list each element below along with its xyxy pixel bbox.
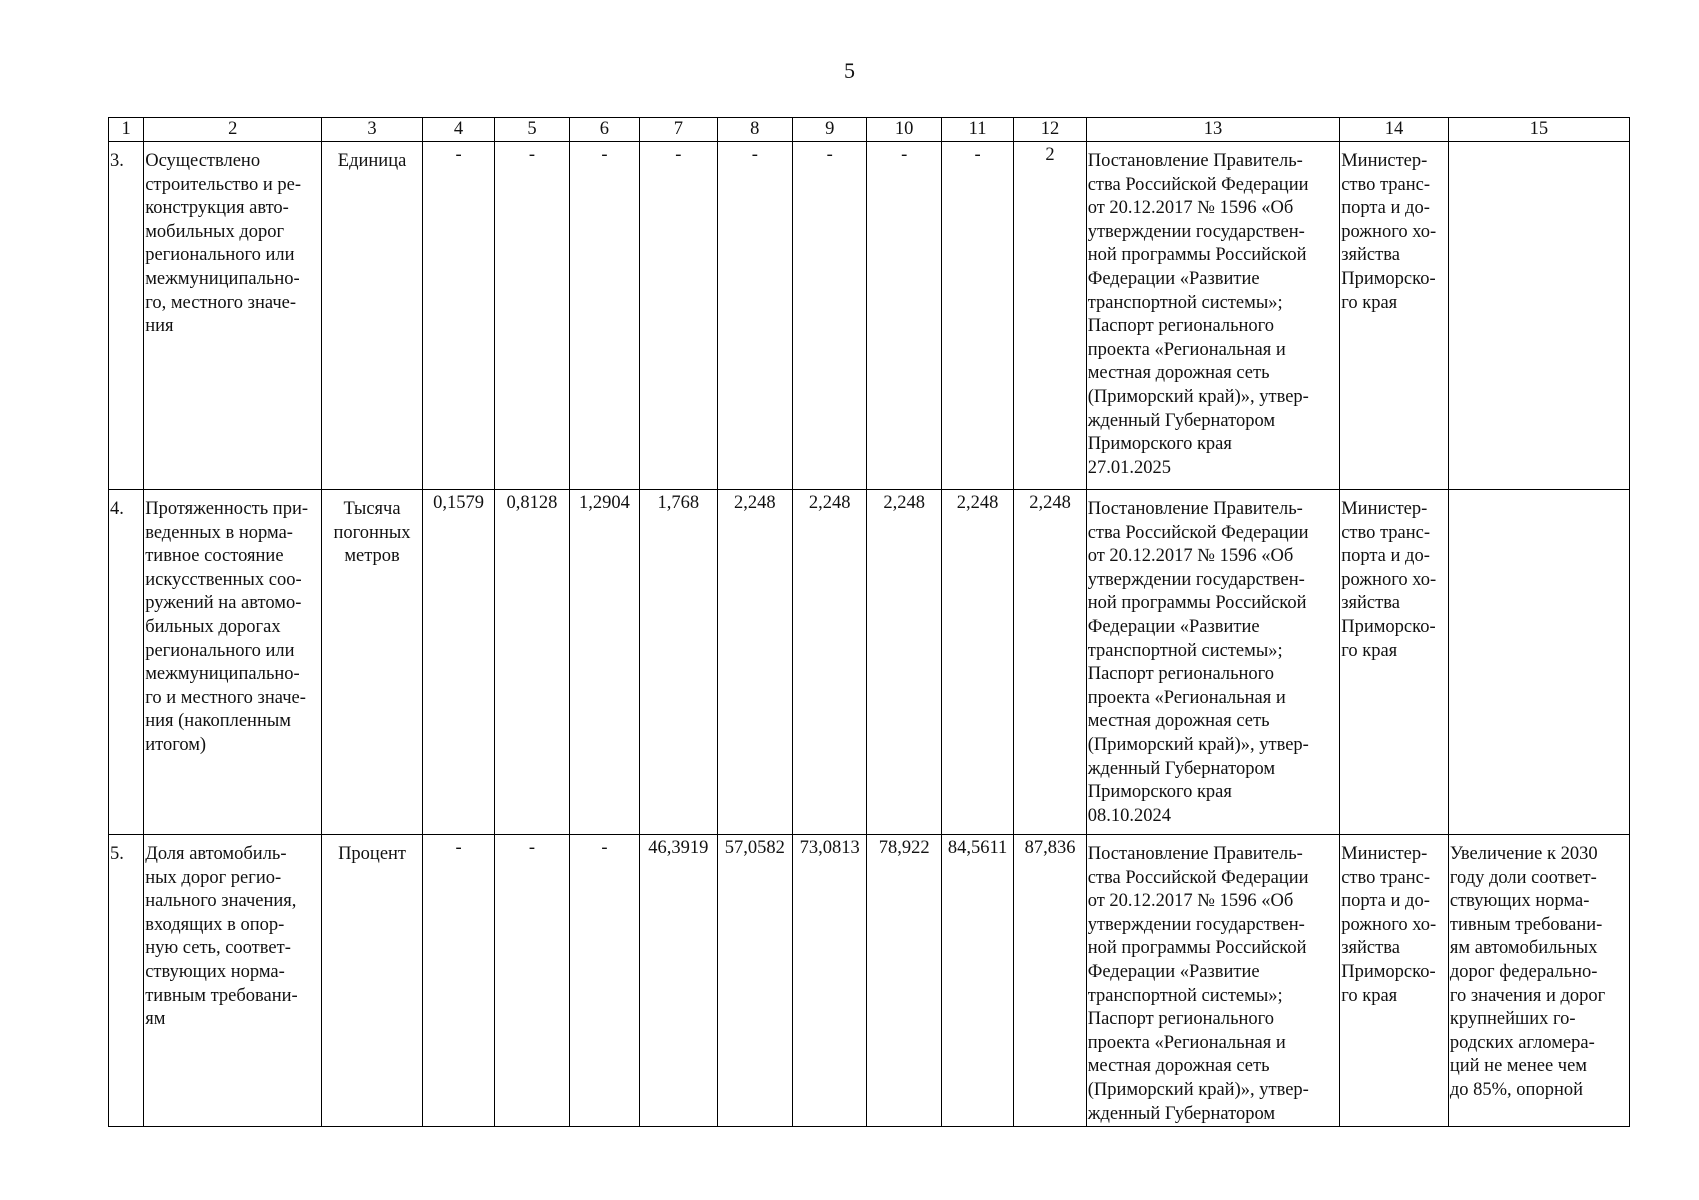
indicator-name: Осуществлено строительство и ре- конструкция авто- мобильных дорог регионального или межмуниципально- го, местного значе- ния xyxy=(144,142,322,490)
unit-cell: Процент xyxy=(322,835,423,1127)
header-cell: 1 xyxy=(109,118,144,142)
value-cell: 2,248 xyxy=(793,490,867,835)
indicator-name: Протяженность при- веденных в норма- тивное состояние искусственных соо- ружений на автомо- бильных дорогах регионального или межмуниципально- го и местного значе- ния (накопленным итогом) xyxy=(144,490,322,835)
value-cell: 46,3919 xyxy=(640,835,717,1127)
header-cell: 12 xyxy=(1014,118,1086,142)
value-cell: - xyxy=(717,142,792,490)
document-cell: Постановление Правитель- ства Российской Федерации от 20.12.2017 № 1596 «Об утверждении государствен- ной программы Российской Федерации «Развитие транспортной системы»; Паспорт регионального проекта «Региональная и местная дорожная сеть (Приморский край)», утвер- жденный Губернатором Приморского края 08.10.2024 xyxy=(1086,490,1340,835)
value-cell: 2,248 xyxy=(867,490,941,835)
header-cell: 7 xyxy=(640,118,717,142)
header-cell: 4 xyxy=(422,118,494,142)
unit-cell: Единица xyxy=(322,142,423,490)
value-cell: 84,5611 xyxy=(941,835,1013,1127)
header-cell: 14 xyxy=(1340,118,1449,142)
value-cell: - xyxy=(569,835,639,1127)
header-cell: 5 xyxy=(495,118,569,142)
value-cell: - xyxy=(640,142,717,490)
header-cell: 10 xyxy=(867,118,941,142)
responsible-cell: Министер- ство транс- порта и до- рожного хо- зяйства Приморско- го края xyxy=(1340,142,1449,490)
document-cell: Постановление Правитель- ства Российской Федерации от 20.12.2017 № 1596 «Об утверждении государствен- ной программы Российской Федерации «Развитие транспортной системы»; Паспорт регионального проекта «Региональная и местная дорожная сеть (Приморский край)», утвер- жденный Губернатором Приморского края 27.01.2025 xyxy=(1086,142,1340,490)
table-row xyxy=(109,142,1630,490)
value-cell: 87,836 xyxy=(1014,835,1086,1127)
note-cell xyxy=(1448,142,1629,490)
value-cell: - xyxy=(422,835,494,1127)
value-cell: - xyxy=(495,142,569,490)
value-cell: 2 xyxy=(1014,142,1086,490)
value-cell: - xyxy=(941,142,1013,490)
row-number: 3. xyxy=(109,142,144,490)
responsible-cell: Министер- ство транс- порта и до- рожного хо- зяйства Приморско- го края xyxy=(1340,835,1449,1127)
page-number: 5 xyxy=(844,58,855,83)
value-cell: 1,768 xyxy=(640,490,717,835)
value-cell: 78,922 xyxy=(867,835,941,1127)
value-cell: - xyxy=(495,835,569,1127)
value-cell: 2,248 xyxy=(941,490,1013,835)
header-cell: 13 xyxy=(1086,118,1340,142)
responsible-cell: Министер- ство транс- порта и до- рожного хо- зяйства Приморско- го края xyxy=(1340,490,1449,835)
value-cell: - xyxy=(569,142,639,490)
value-cell: 1,2904 xyxy=(569,490,639,835)
unit-cell: Тысяча погонных метров xyxy=(322,490,423,835)
header-cell: 8 xyxy=(717,118,792,142)
header-row xyxy=(109,118,1630,142)
table-row xyxy=(109,490,1630,835)
header-cell: 2 xyxy=(144,118,322,142)
header-cell: 11 xyxy=(941,118,1013,142)
table-row xyxy=(109,835,1630,1127)
value-cell: 57,0582 xyxy=(717,835,792,1127)
document-cell: Постановление Правитель- ства Российской Федерации от 20.12.2017 № 1596 «Об утверждении государствен- ной программы Российской Федерации «Развитие транспортной системы»; Паспорт регионального проекта «Региональная и местная дорожная сеть (Приморский край)», утвер- жденный Губернатором xyxy=(1086,835,1340,1127)
note-cell: Увеличение к 2030 году доли соответ- ствующих норма- тивным требовани- ям автомобильных дорог федерально- го значения и дорог крупнейших го- родских агломера- ций не менее чем до 85%, опорной xyxy=(1448,835,1629,1127)
header-cell: 9 xyxy=(793,118,867,142)
header-cell: 15 xyxy=(1448,118,1629,142)
value-cell: - xyxy=(793,142,867,490)
header-cell: 3 xyxy=(322,118,423,142)
value-cell: 2,248 xyxy=(717,490,792,835)
note-cell xyxy=(1448,490,1629,835)
indicator-name: Доля автомобиль- ных дорог регио- нального значения, входящих в опор- ную сеть, соответ- ствующих норма- тивным требовани- ям xyxy=(144,835,322,1127)
header-cell: 6 xyxy=(569,118,639,142)
value-cell: 2,248 xyxy=(1014,490,1086,835)
row-number: 5. xyxy=(109,835,144,1127)
value-cell: 0,1579 xyxy=(422,490,494,835)
value-cell: - xyxy=(422,142,494,490)
row-number: 4. xyxy=(109,490,144,835)
value-cell: 73,0813 xyxy=(793,835,867,1127)
value-cell: - xyxy=(867,142,941,490)
value-cell: 0,8128 xyxy=(495,490,569,835)
indicators-table xyxy=(108,117,1630,1127)
